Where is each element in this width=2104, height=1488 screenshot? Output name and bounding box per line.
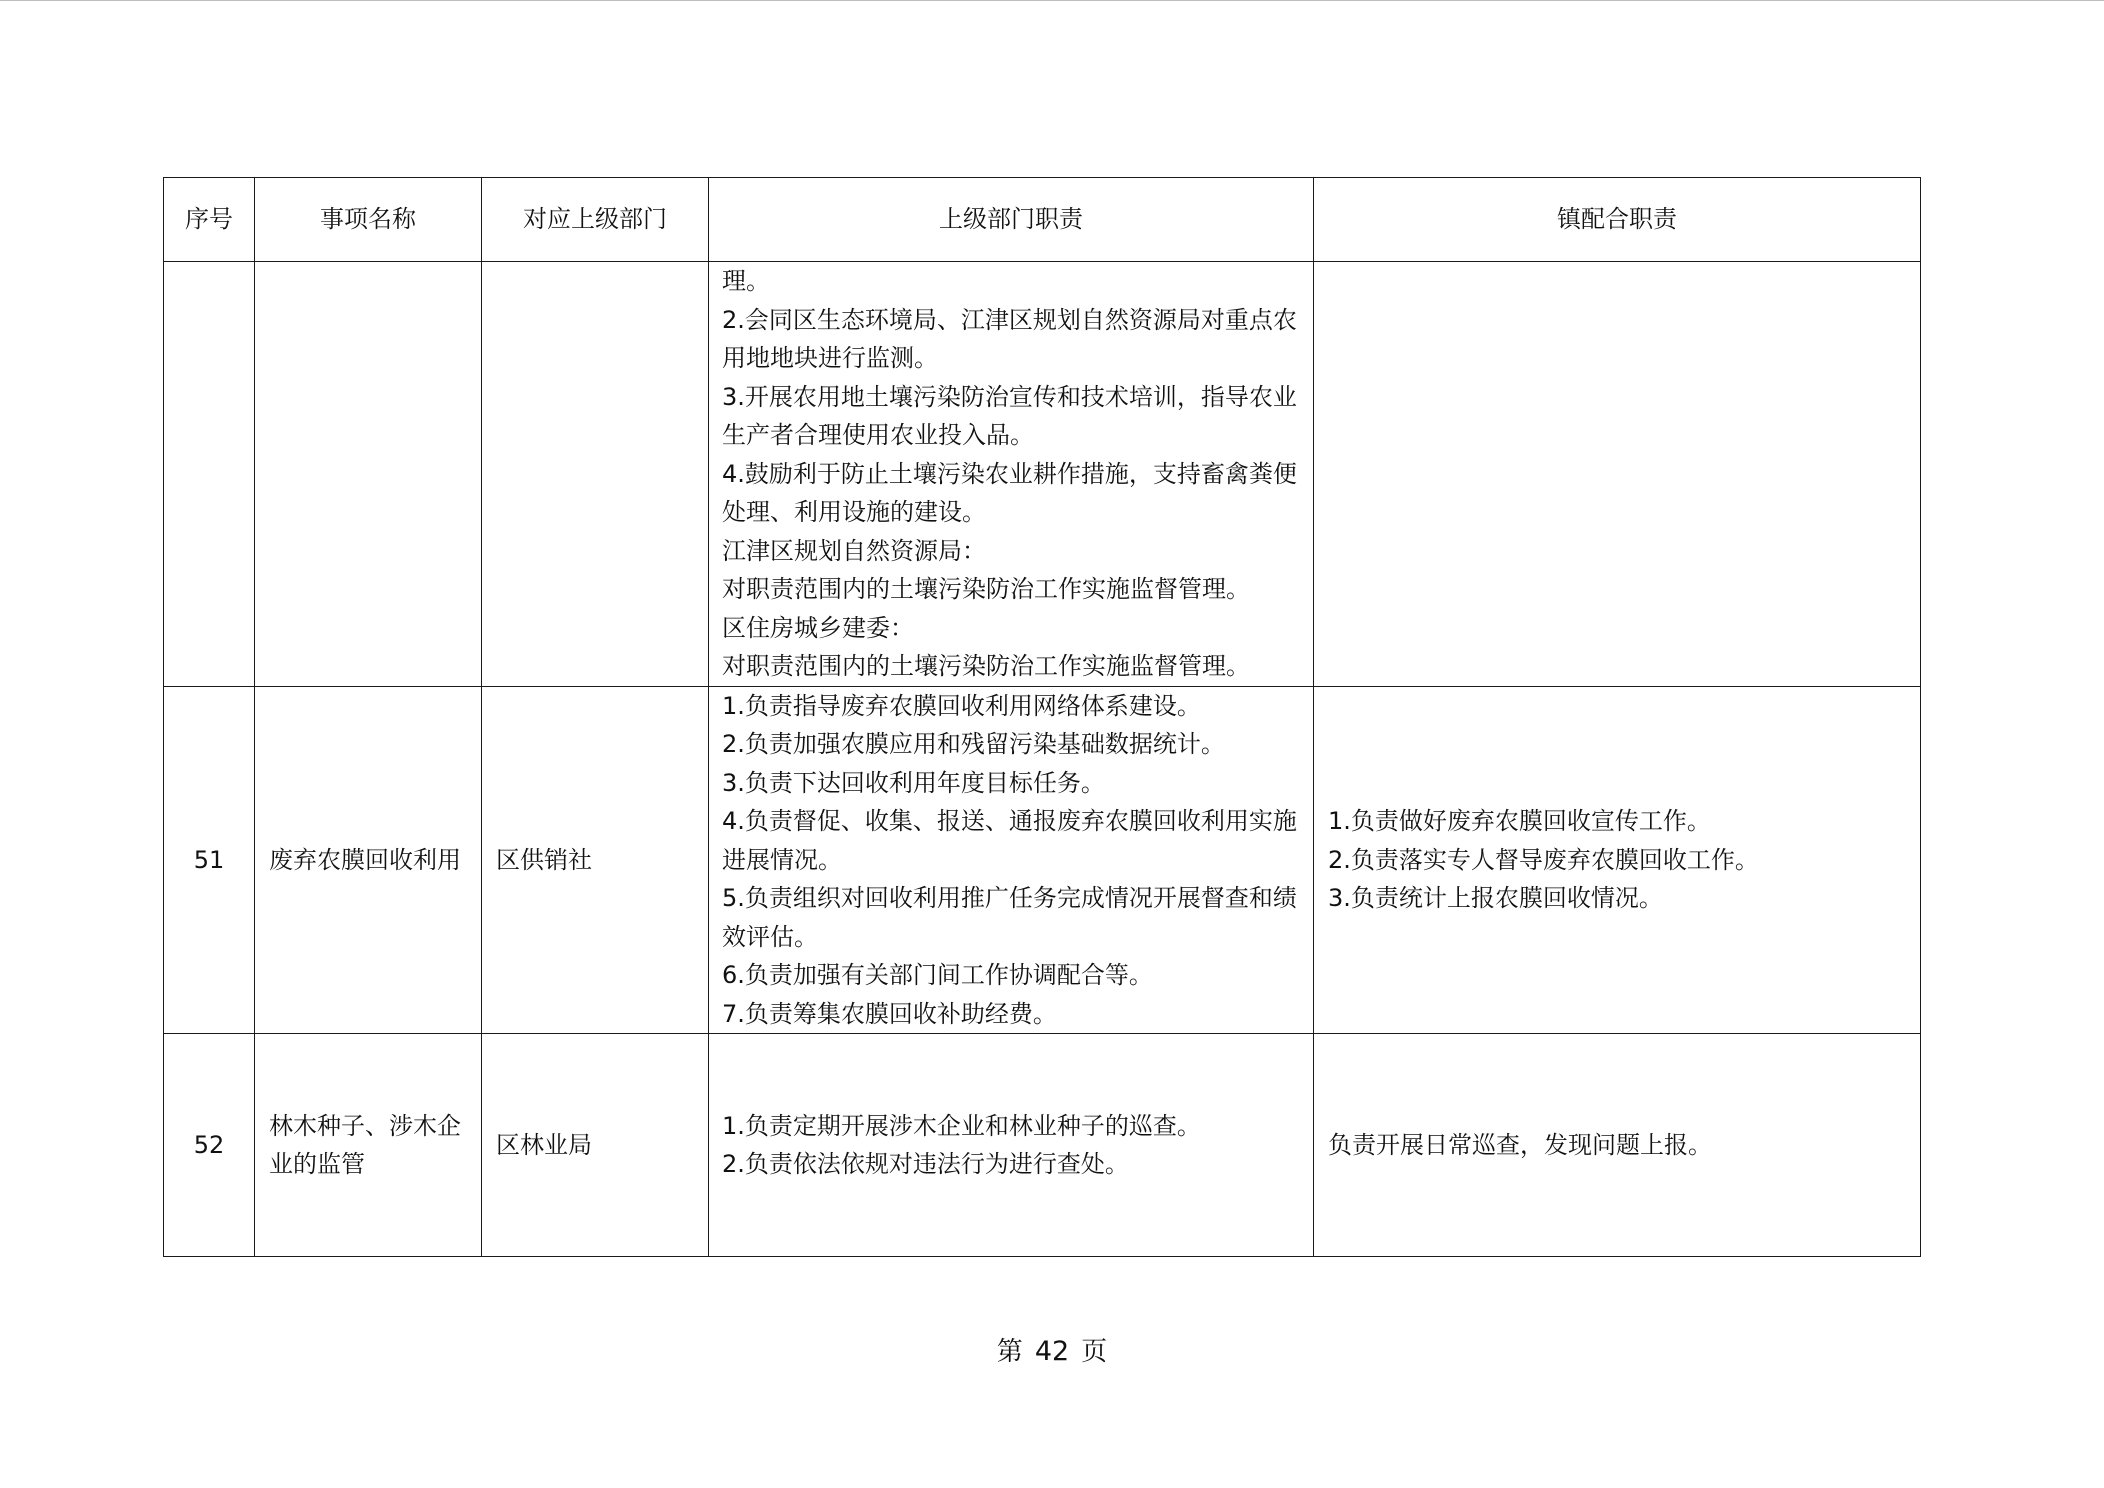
responsibility-line: 理。 <box>722 267 770 295</box>
cell-serial-number: 52 <box>164 1034 255 1257</box>
responsibility-line: 7.负责筹集农膜回收补助经费。 <box>722 999 1057 1028</box>
table-row <box>164 262 1921 687</box>
duty-table <box>163 177 1921 1257</box>
header-item-name: 事项名称 <box>255 178 482 262</box>
table-header-row <box>164 178 1921 262</box>
cell-item-name <box>255 262 482 687</box>
cell-superior-responsibilities <box>709 1034 1314 1257</box>
table-row <box>164 686 1921 1034</box>
cell-serial-number: 51 <box>164 686 255 1034</box>
responsibility-line: 6.负责加强有关部门间工作协调配合等。 <box>722 961 1153 989</box>
header-superior-responsibilities: 上级部门职责 <box>709 178 1314 262</box>
town-duty-line: 负责开展日常巡查，发现问题上报。 <box>1328 1130 1712 1159</box>
page-number-prefix: 第 <box>996 1337 1023 1367</box>
cell-town-responsibilities <box>1314 262 1921 687</box>
responsibility-line: 江津区规划自然资源局： <box>722 536 986 565</box>
page-top-rule <box>0 0 2104 1</box>
responsibility-line: 对职责范围内的土壤污染防治工作实施监督管理。 <box>722 652 1250 680</box>
cell-superior-department: 区林业局 <box>482 1034 709 1257</box>
responsibility-line: 区住房城乡建委： <box>722 613 914 642</box>
cell-town-responsibilities <box>1314 1034 1921 1257</box>
responsibility-line: 3.负责下达回收利用年度目标任务。 <box>722 768 1105 797</box>
cell-serial-number <box>164 262 255 687</box>
responsibility-line: 2.负责加强农膜应用和残留污染基础数据统计。 <box>722 730 1225 758</box>
cell-item-name: 废弃农膜回收利用 <box>255 686 482 1034</box>
cell-superior-department: 区供销社 <box>482 686 709 1034</box>
responsibility-line: 4.负责督促、收集、报送、通报废弃农膜回收利用实施进展情况。 <box>722 807 1297 874</box>
cell-item-name: 林木种子、涉木企业的监管 <box>255 1034 482 1257</box>
cell-superior-department <box>482 262 709 687</box>
responsibility-line: 2.负责依法依规对违法行为进行查处。 <box>722 1150 1129 1178</box>
responsibility-line: 2.会同区生态环境局、江津区规划自然资源局对重点农用地地块进行监测。 <box>722 305 1297 372</box>
responsibility-line: 1.负责指导废弃农膜回收利用网络体系建设。 <box>722 691 1201 720</box>
town-duty-line: 3.负责统计上报农膜回收情况。 <box>1328 884 1663 912</box>
page-number: 42 <box>1034 1336 1070 1367</box>
responsibility-line: 1.负责定期开展涉木企业和林业种子的巡查。 <box>722 1111 1201 1140</box>
header-superior-department: 对应上级部门 <box>482 178 709 262</box>
header-serial-number: 序号 <box>164 178 255 262</box>
page-footer <box>0 1332 2104 1372</box>
table-row <box>164 1034 1921 1257</box>
responsibility-line: 4.鼓励利于防止土壤污染农业耕作措施，支持畜禽粪便处理、利用设施的建设。 <box>722 459 1297 526</box>
header-town-responsibilities: 镇配合职责 <box>1314 178 1921 262</box>
responsibility-line: 3.开展农用地土壤污染防治宣传和技术培训，指导农业生产者合理使用农业投入品。 <box>722 382 1297 449</box>
responsibility-line: 5.负责组织对回收利用推广任务完成情况开展督查和绩效评估。 <box>722 884 1297 951</box>
cell-town-responsibilities <box>1314 686 1921 1034</box>
town-duty-line: 2.负责落实专人督导废弃农膜回收工作。 <box>1328 845 1759 874</box>
responsibility-line: 对职责范围内的土壤污染防治工作实施监督管理。 <box>722 575 1250 603</box>
cell-superior-responsibilities <box>709 262 1314 687</box>
cell-superior-responsibilities <box>709 686 1314 1034</box>
town-duty-line: 1.负责做好废弃农膜回收宣传工作。 <box>1328 807 1711 835</box>
page-number-suffix: 页 <box>1081 1337 1108 1367</box>
